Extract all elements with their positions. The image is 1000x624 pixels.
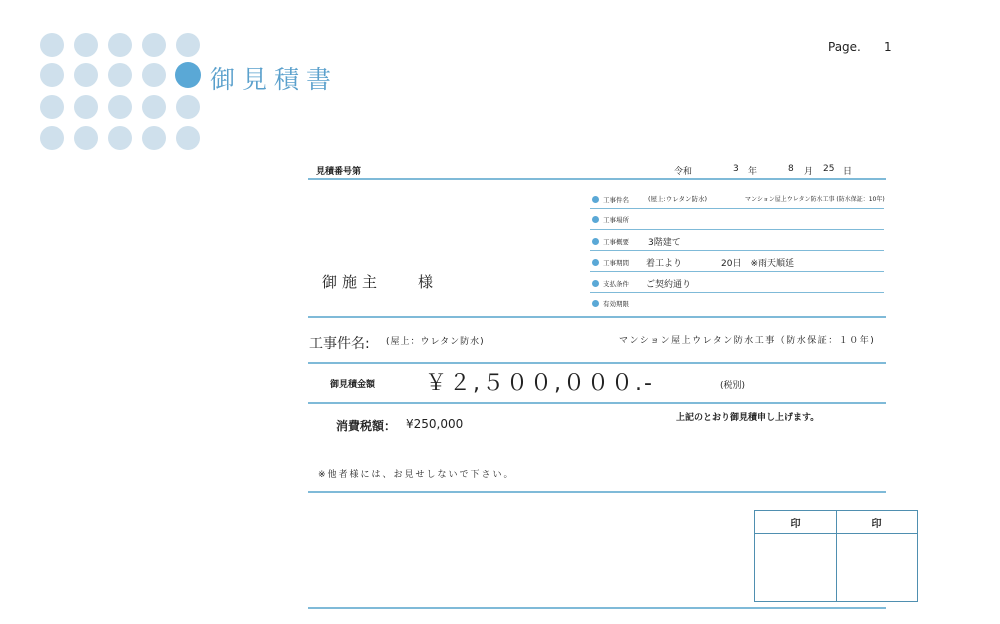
divider [308, 178, 886, 180]
detail-label: 工事場所 [603, 216, 629, 224]
logo-dot [74, 33, 98, 57]
logo-dot [74, 95, 98, 119]
detail-value-2: マンション屋上ウレタン防水工事 (防水保証：10年) [745, 196, 885, 203]
detail-value-2: 20日 ※雨天順延 [721, 259, 794, 269]
logo-dot [74, 63, 98, 87]
tax-value: ¥250,000 [406, 417, 464, 431]
logo-dot [142, 126, 166, 150]
logo-dot [74, 126, 98, 150]
date-day: 25 [823, 164, 835, 174]
logo-dot [142, 95, 166, 119]
logo-dot [176, 33, 200, 57]
divider [308, 316, 886, 318]
divider [590, 250, 884, 251]
logo-dot [108, 33, 132, 57]
date-month: 8 [788, 164, 794, 174]
logo-dot [176, 95, 200, 119]
divider [308, 491, 886, 493]
detail-label: 工事件名 [603, 196, 629, 204]
notice-text: ※他者様には、お見せしないで下さい。 [318, 470, 515, 480]
divider [590, 229, 884, 230]
detail-label: 工事概要 [603, 238, 629, 246]
bullet-icon [592, 300, 599, 307]
estimate-number-label: 見積番号第 [316, 167, 362, 177]
client-honorific: 様 [418, 273, 434, 291]
divider [590, 208, 884, 209]
logo-dot-accent [175, 62, 201, 88]
bullet-icon [592, 238, 599, 245]
amount-label: 御見積金額 [330, 380, 376, 390]
logo-dot [142, 33, 166, 57]
logo-dot [40, 95, 64, 119]
statement-text: 上記のとおり御見積申し上げます。 [676, 413, 820, 423]
stamp-box [754, 510, 918, 602]
detail-label: 支払条件 [603, 280, 629, 288]
tax-label: 消費税額： [336, 419, 397, 433]
amount-tax-note: (税別) [720, 381, 746, 391]
bullet-icon [592, 259, 599, 266]
stamp-label: 印 [871, 519, 882, 530]
project-sub: (屋上：ウレタン防水) [386, 337, 485, 347]
bullet-icon [592, 196, 599, 203]
logo-dot [142, 63, 166, 87]
page-number: 1 [884, 40, 892, 54]
bullet-icon [592, 216, 599, 223]
detail-label: 有効期限 [603, 300, 629, 308]
date-era: 令和 [674, 167, 693, 177]
page-label: Page. [828, 40, 861, 54]
date-year-unit: 年 [748, 167, 758, 177]
logo-dot [108, 95, 132, 119]
logo-dot [108, 126, 132, 150]
amount-value: ￥２,５００,０００.- [425, 371, 654, 396]
date-day-unit: 日 [843, 167, 853, 177]
detail-value: ご契約通り [646, 280, 692, 290]
divider [590, 271, 884, 272]
project-description: マンション屋上ウレタン防水工事（防水保証：１０年) [619, 336, 876, 346]
divider [590, 292, 884, 293]
detail-value: (屋上:ウレタン防水) [648, 195, 708, 203]
client-label: 御施主 [322, 273, 383, 291]
detail-value: 着工より [646, 259, 683, 269]
detail-value: 3階建て [648, 238, 681, 248]
date-month-unit: 月 [804, 167, 814, 177]
logo-dot [40, 126, 64, 150]
divider [308, 607, 886, 609]
page-title: 御見積書 [210, 65, 339, 94]
divider [308, 362, 886, 364]
logo-dot [40, 63, 64, 87]
logo-dot [176, 126, 200, 150]
bullet-icon [592, 280, 599, 287]
logo-dot [108, 63, 132, 87]
logo-dot [40, 33, 64, 57]
detail-label: 工事期間 [603, 259, 629, 267]
project-label: 工事件名: [309, 336, 370, 352]
divider [308, 402, 886, 404]
date-year: 3 [733, 164, 739, 174]
stamp-label: 印 [790, 519, 801, 530]
